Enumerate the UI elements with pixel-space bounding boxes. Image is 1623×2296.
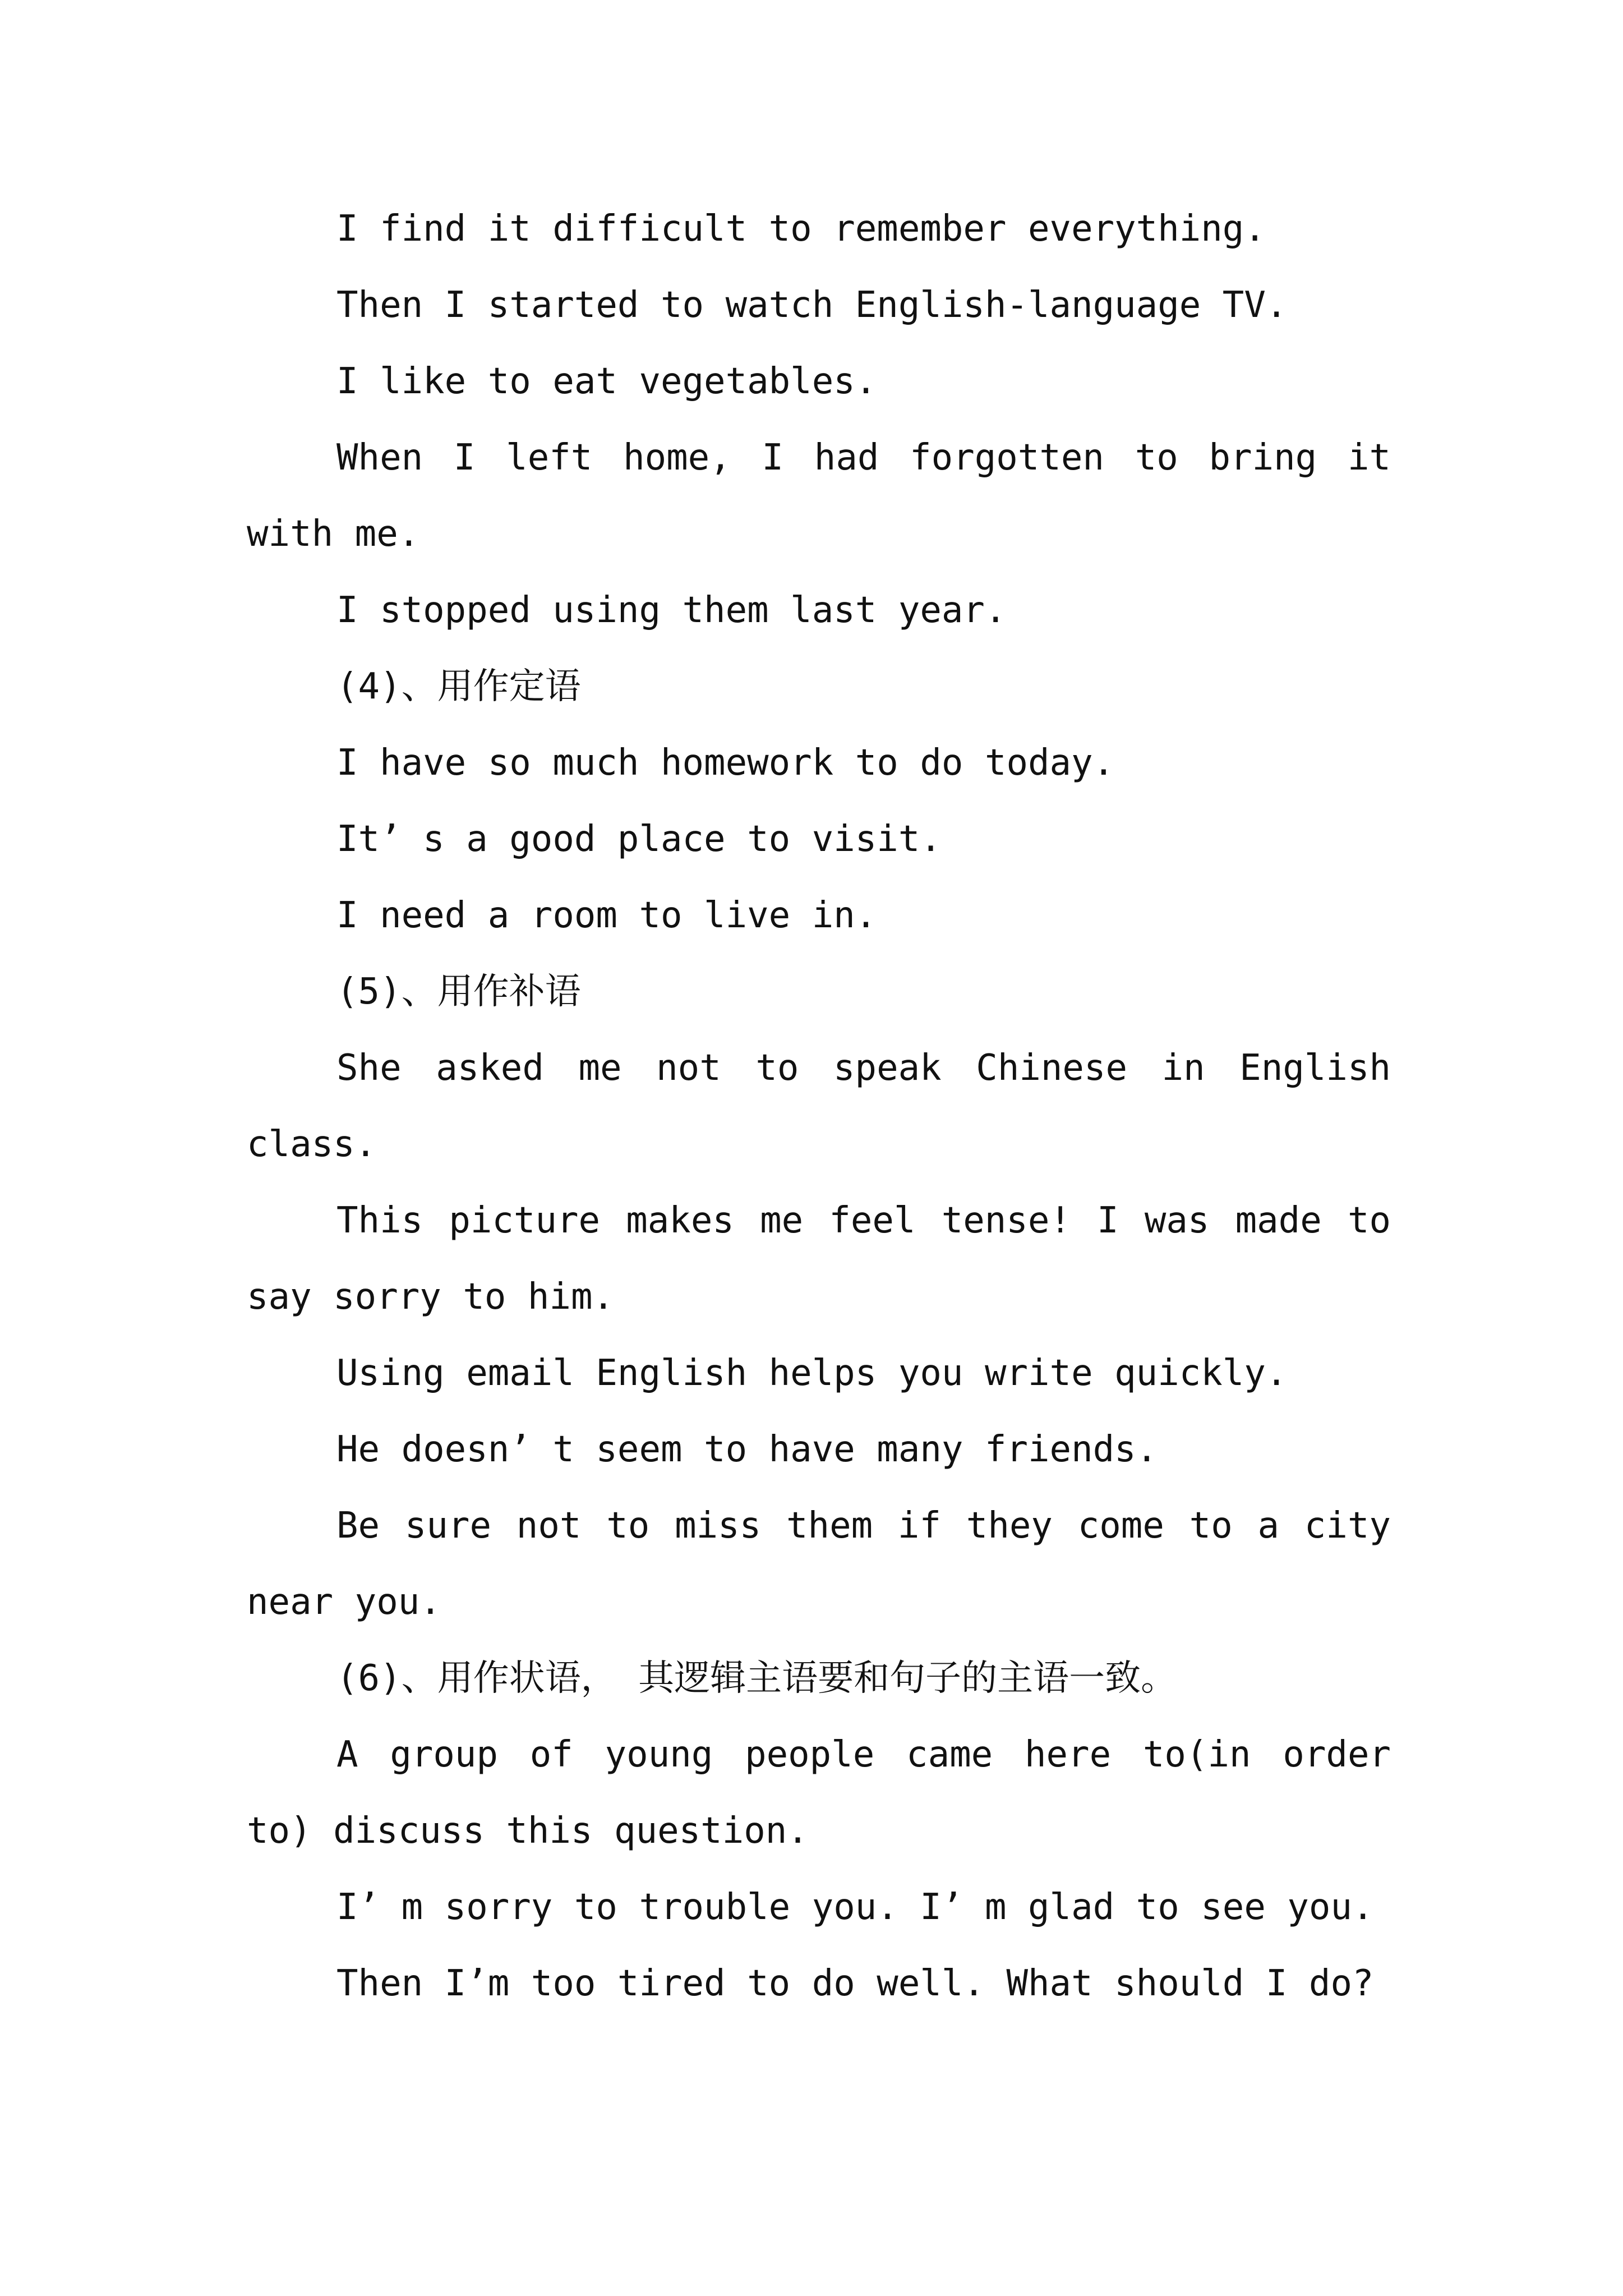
section-heading-5: (5)、用作补语 <box>336 971 581 1013</box>
paragraph: I stopped using them last year. <box>336 590 1007 631</box>
paragraph: Then I’m too tired to do well. What should I do? <box>336 1963 1374 2004</box>
document-body <box>247 191 1391 2022</box>
paragraph: She asked me not to speak Chinese in English class. <box>247 1047 1391 1165</box>
paragraph: I have so much homework to do today. <box>336 742 1115 784</box>
paragraph: I need a room to live in. <box>336 895 877 936</box>
paragraph: He doesn’ t seem to have many friends. <box>336 1429 1158 1470</box>
section-heading-6: (6)、用作状语， 其逻辑主语要和句子的主语一致。 <box>336 1658 1177 1699</box>
paragraph: This picture makes me feel tense! I was made to say sorry to him. <box>247 1200 1391 1318</box>
paragraph: I find it difficult to remember everything. <box>336 208 1266 250</box>
section-heading-4: (4)、用作定语 <box>336 666 581 707</box>
paragraph: Be sure not to miss them if they come to a city near you. <box>247 1505 1391 1623</box>
paragraph: I’ m sorry to trouble you. I’ m glad to see you. <box>336 1887 1374 1928</box>
paragraph: Then I started to watch English-language TV. <box>336 284 1288 326</box>
paragraph: I like to eat vegetables. <box>336 361 877 402</box>
paragraph: It’ s a good place to visit. <box>336 818 942 860</box>
paragraph: A group of young people came here to(in order to) discuss this question. <box>247 1734 1391 1852</box>
paragraph: Using email English helps you write quickly. <box>336 1352 1288 1394</box>
paragraph: When I left home, I had forgotten to bring it with me. <box>247 437 1391 555</box>
